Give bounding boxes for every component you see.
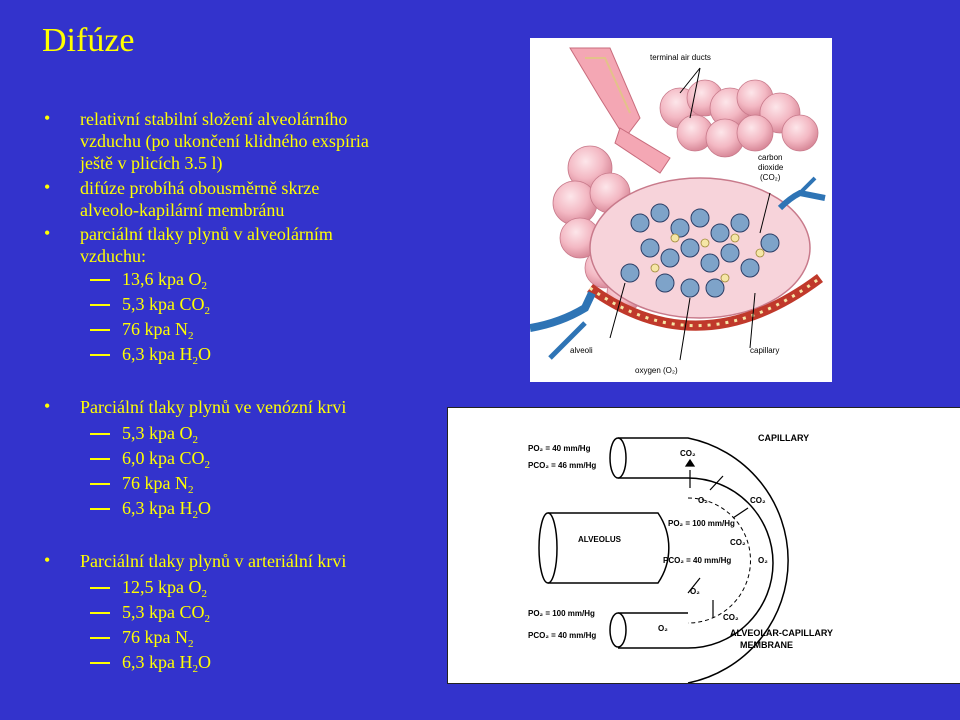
value-subscript: 2 [192,509,198,521]
label-o2-3: O₂ [690,587,700,596]
dash-marker [90,329,110,331]
dash-marker [90,587,110,589]
label-po2-mid: PO₂ = 100 mm/Hg [668,519,735,528]
arterial-heading: Parciální tlaky plynů v arteriální krvi [80,551,347,571]
bullet-dot: • [44,396,51,416]
label-po2-bot: PO₂ = 100 mm/Hg [528,609,595,618]
value-subscript: 2 [188,484,194,496]
label-terminal-air-ducts: terminal air ducts [650,53,711,62]
dash-marker [90,304,110,306]
value-text: 5,3 kpa O [122,423,193,443]
bullet-text-line: parciální tlaky plynů v alveolárním [80,224,333,244]
value-text: 13,6 kpa O [122,269,202,289]
value-subscript: 2 [201,280,207,292]
label-membrane-2: MEMBRANE [740,640,793,650]
value-subscript: 2 [201,588,207,600]
value-text: 76 kpa N [122,473,188,493]
pressure-value [122,343,211,372]
dash-marker [90,637,110,639]
value-suffix: O [198,652,211,672]
value-text: 76 kpa N [122,319,188,339]
pressure-value [122,651,211,680]
bullet-dot: • [44,108,51,128]
label-pco2-bot: PCO₂ = 40 mm/Hg [528,631,597,640]
value-text: 76 kpa N [122,627,188,647]
dash-marker [90,279,110,281]
label-co2-2: CO₂ [750,496,766,505]
value-text: 6,3 kpa H [122,498,193,518]
bullet-dot: • [44,223,51,243]
value-text: 6,3 kpa H [122,652,193,672]
value-subscript: 2 [204,459,210,471]
label-capillary: capillary [750,346,780,355]
membrane-diagram [447,407,960,684]
value-subscript: 2 [192,663,198,675]
value-subscript: 2 [192,355,198,367]
venous-heading: Parciální tlaky plynů ve venózní krvi [80,397,347,417]
dash-marker [90,612,110,614]
bullet-text-line: vzduchu (po ukončení klidného exspíria [80,131,369,151]
value-suffix: O [198,498,211,518]
label-membrane-1: ALVEOLAR-CAPILLARY [730,628,833,638]
label-co2-1: CO₂ [680,449,696,458]
value-subscript: 2 [204,613,210,625]
value-subscript: 2 [188,330,194,342]
bullet-dot: • [44,177,51,197]
label-o2-4: O₂ [658,624,668,633]
value-text: 5,3 kpa CO [122,602,205,622]
bullet-text-line: alveolo-kapilární membránu [80,200,285,220]
value-subscript: 2 [188,638,194,650]
bullet-text-line: difúze probíhá obousměrně skrze [80,178,320,198]
dash-marker [90,662,110,664]
label-dioxide: dioxide [758,163,784,172]
slide-title: Difúze [42,22,135,59]
bullet-text-line: vzduchu: [80,246,146,266]
label-co2-3: CO₂ [730,538,746,547]
label-po2-top: PO₂ = 40 mm/Hg [528,444,591,453]
value-text: 12,5 kpa O [122,577,202,597]
value-text: 6,3 kpa H [122,344,193,364]
label-pco2-top: PCO₂ = 46 mm/Hg [528,461,597,470]
value-text: 5,3 kpa CO [122,294,205,314]
dash-marker [90,483,110,485]
alveoli-drawing [530,38,832,382]
bullet-dot: • [44,550,51,570]
label-co2: (CO₂) [760,173,781,182]
value-text: 6,0 kpa CO [122,448,205,468]
label-o2-1: O₂ [698,496,708,505]
alveoli-illustration [530,38,832,382]
value-subscript: 2 [192,434,198,446]
dash-marker [90,433,110,435]
label-o2-2: O₂ [758,556,768,565]
bullet-text-line: relativní stabilní složení alveolárního [80,109,348,129]
bullet-text-line: ještě v plicích 3.5 l) [80,153,223,173]
value-suffix: O [198,344,211,364]
label-co2-4: CO₂ [723,613,739,622]
value-subscript: 2 [204,305,210,317]
dash-marker [90,354,110,356]
label-pco2-mid: PCO₂ = 40 mm/Hg [663,556,732,565]
label-alveolus: ALVEOLUS [578,535,621,544]
label-carbon: carbon [758,153,783,162]
dash-marker [90,508,110,510]
label-capillary-box: CAPILLARY [758,433,810,443]
dash-marker [90,458,110,460]
pressure-value [122,497,211,526]
label-alveoli: alveoli [570,346,593,355]
membrane-drawing [448,408,960,683]
label-oxygen: oxygen (O₂) [635,366,678,375]
